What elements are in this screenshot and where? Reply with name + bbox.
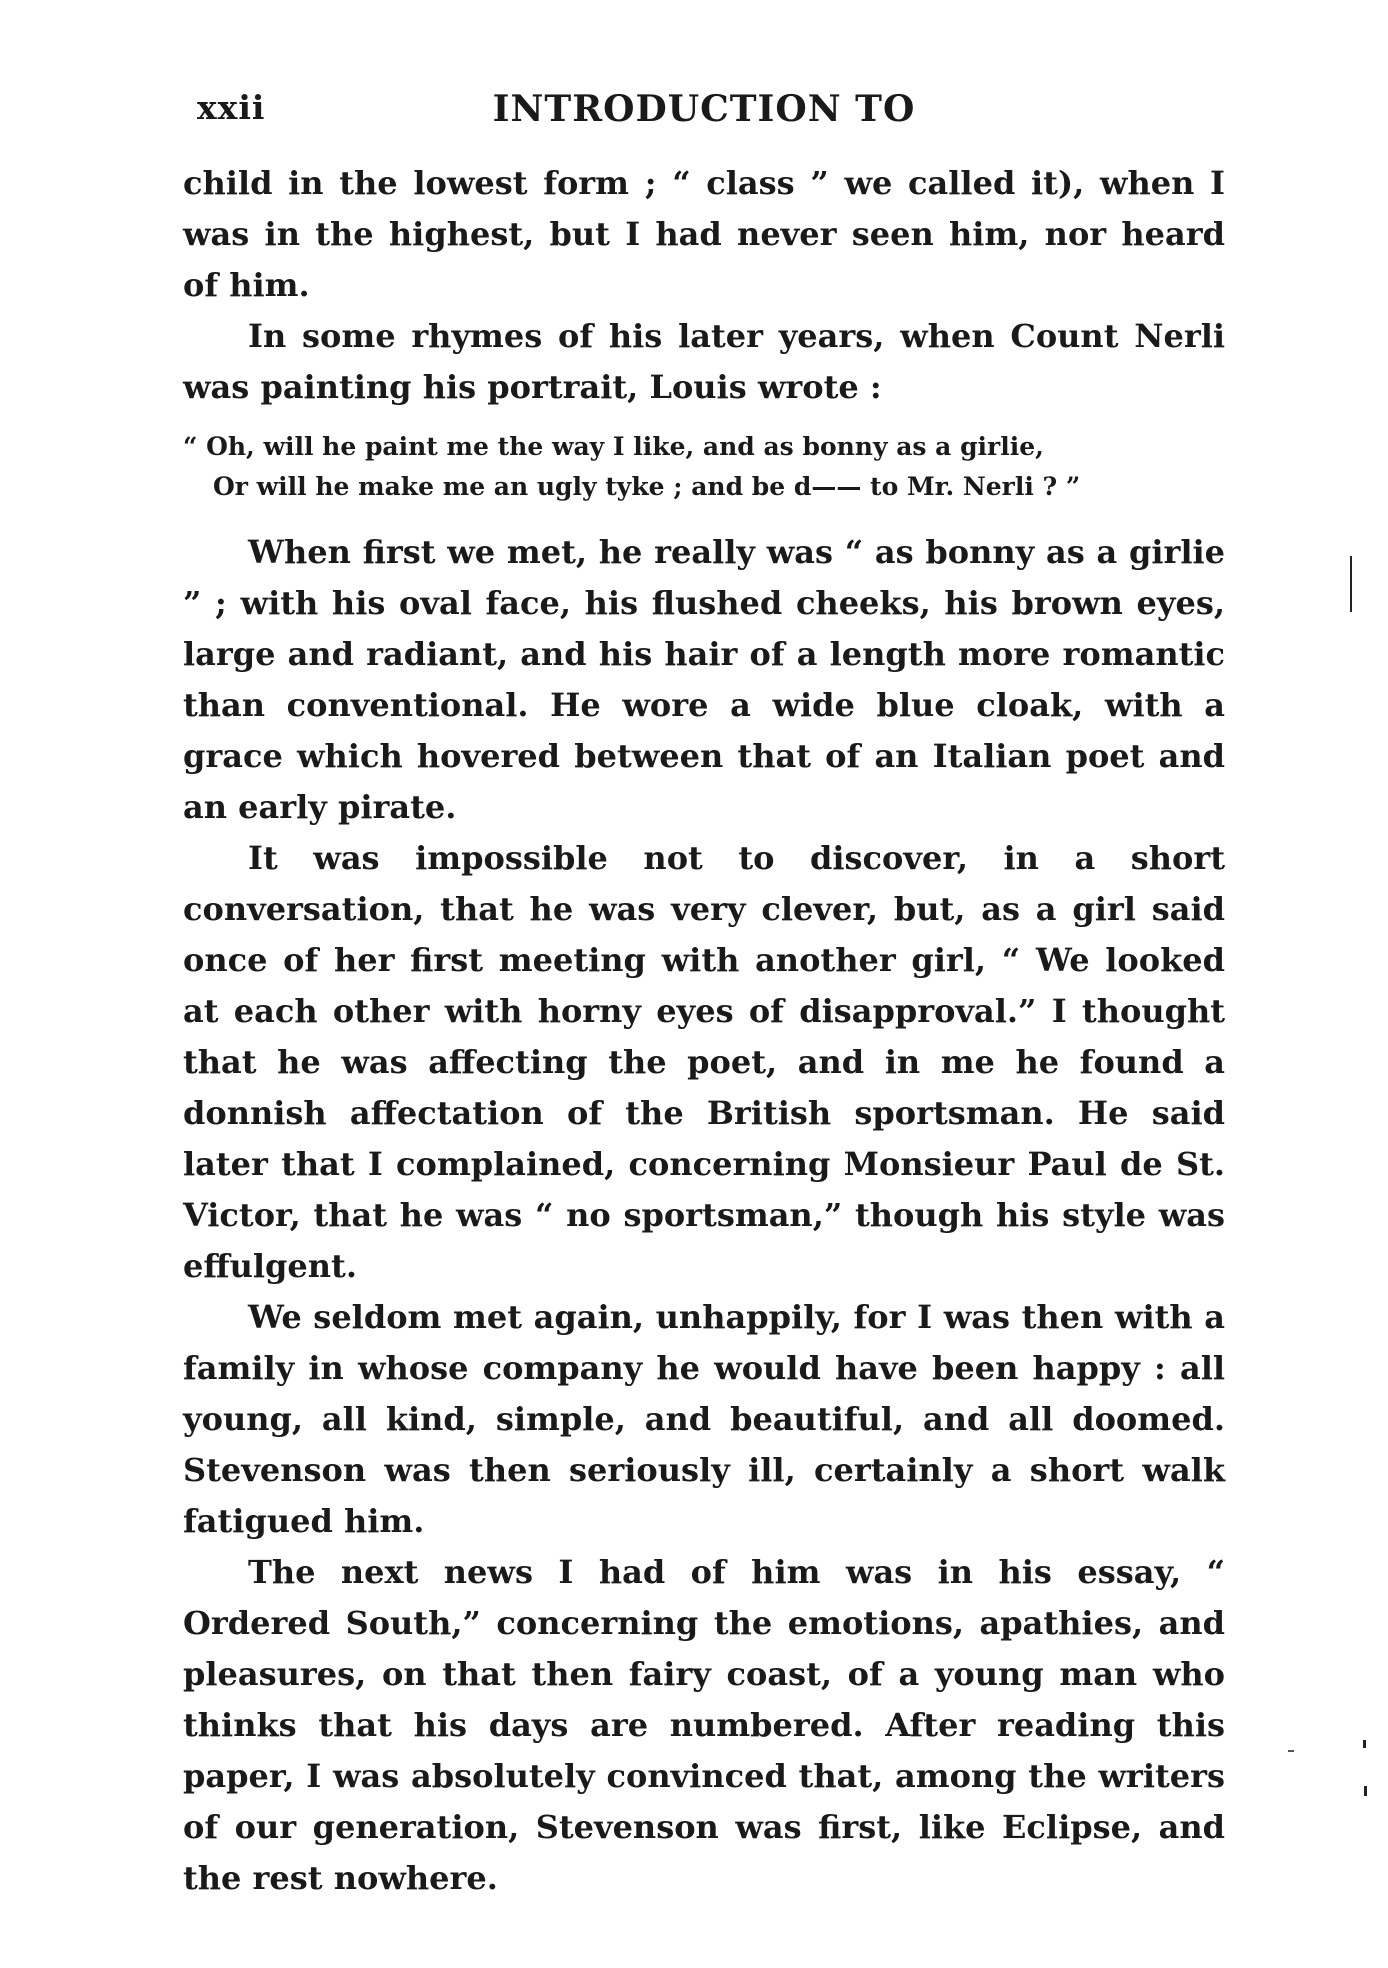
verse-line-2: Or will he make me an ugly tyke ; and be d—— to Mr. Nerli ? ” bbox=[213, 472, 1081, 501]
paragraph-seldom-met: We seldom met again, unhappily, for I was then with a family in whose company he would have been happy : all young, all kind, simple, and beautiful, and all doomed. Stevenson was then seriously ill, certainly a short walk fatigued him. bbox=[183, 1298, 1225, 1540]
page-number: xxii bbox=[197, 88, 266, 127]
paragraph-conversation: It was impossible not to discover, in a short conversation, that he was very clever, but, as a girl said once of her first meeting with another girl, “ We looked at each other with horny eyes of disapproval.” I thought that he was affecting the poet, and in me he found a donnish affectation of the British sportsman. He said later that I complained, concerning Monsieur Paul de St. Victor, that he was “ no sportsman,” though his style was effulgent. bbox=[183, 839, 1225, 1285]
paragraph-first-meeting: When first we met, he really was “ as bonny as a girlie ” ; with his oval face, his flushed cheeks, his brown eyes, large and radiant, and his hair of a length more romantic than conventional. He wore a wide blue cloak, with a grace which hovered between that of an Italian poet and an early pirate. bbox=[183, 533, 1225, 826]
scan-margin-dot bbox=[1363, 1740, 1366, 1748]
scan-margin-dash bbox=[1288, 1750, 1294, 1752]
paragraph-rhymes-intro: In some rhymes of his later years, when Count Nerli was painting his portrait, Louis wrote : bbox=[183, 317, 1225, 406]
verse-line-1: “ Oh, will he paint me the way I like, and as bonny as a girlie, bbox=[183, 432, 1044, 461]
running-title: INTRODUCTION TO bbox=[492, 88, 916, 130]
paragraph-ordered-south: The next news I had of him was in his essay, “ Ordered South,” concerning the emotions, apathies, and pleasures, on that then fairy coast, of a young man who thinks that his days are numbered. After reading this paper, I was absolutely convinced that, among the writers of our generation, Stevenson was first, like Eclipse, and the rest nowhere. bbox=[183, 1553, 1225, 1897]
book-page bbox=[183, 88, 1225, 1904]
running-head bbox=[183, 88, 1225, 144]
scan-margin-dot bbox=[1364, 1786, 1367, 1796]
scan-margin-mark bbox=[1350, 556, 1352, 612]
verse-quotation bbox=[183, 427, 1225, 507]
paragraph-continued: child in the lowest form ; “ class ” we called it), when I was in the highest, but I had never seen him, nor heard of him. bbox=[183, 164, 1225, 304]
